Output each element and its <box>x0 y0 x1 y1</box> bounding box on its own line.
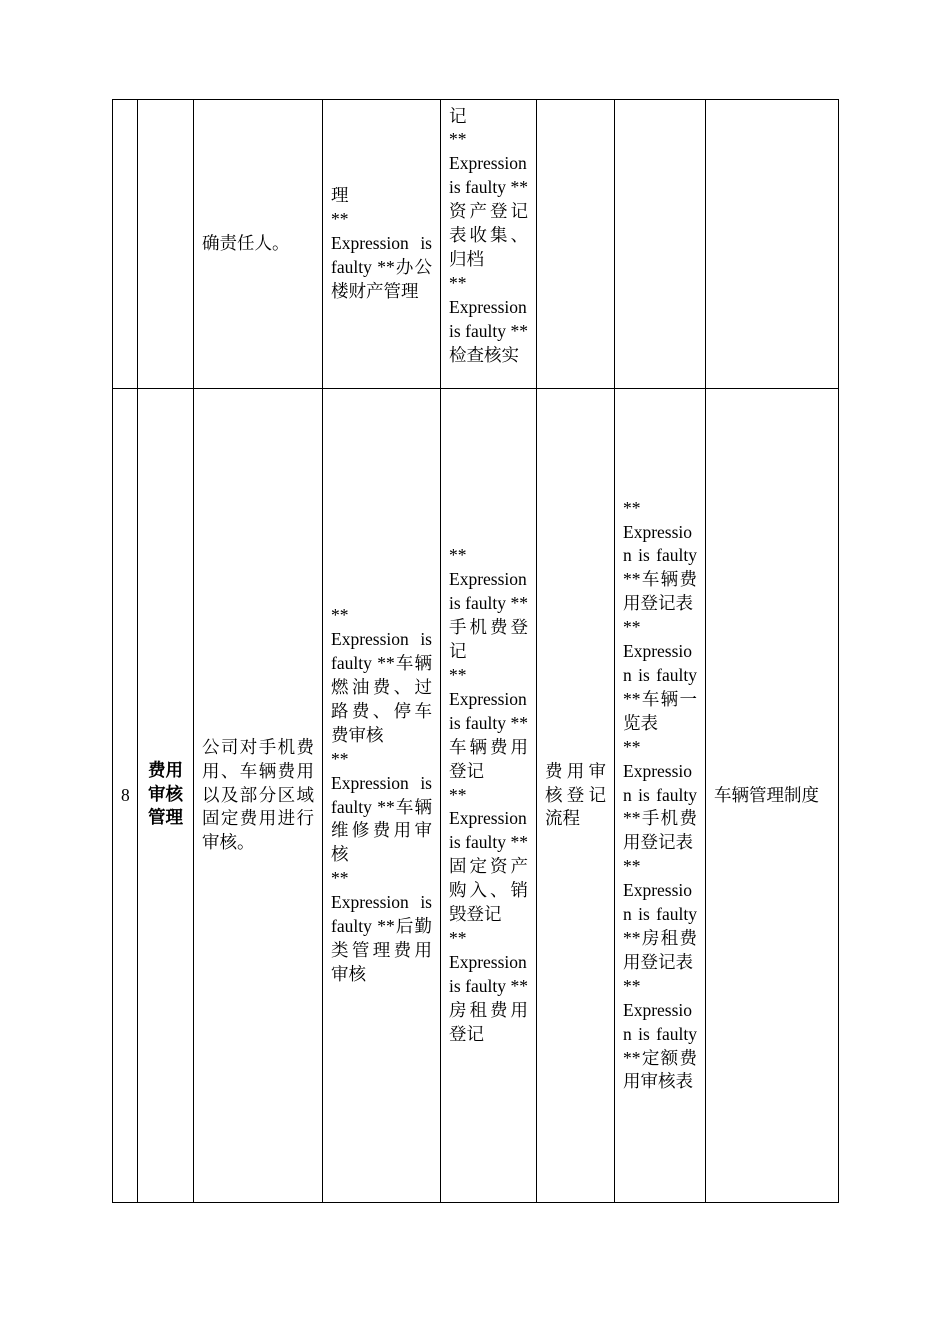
process-cell <box>537 100 615 389</box>
tasks-cell <box>323 100 441 389</box>
records-text: ** Expression is faulty **手机费登记 ** Expression is faulty **车辆费用登记 ** Expression is faulty **固定资产购入、销毁登记 ** Expression is faulty **房租费用登记 <box>449 545 528 1044</box>
forms-cell <box>615 100 706 389</box>
tasks-cell <box>323 389 441 1203</box>
category-name: 费用审核管理 <box>148 760 183 829</box>
records-cell <box>441 389 537 1203</box>
forms-text: ** Expression is faulty **车辆费用登记表 ** Expression is faulty **车辆一览表 ** Expression is faulty **手机费用登记表 ** Expression is faulty **房租费用登记表 ** Expression is faulty **定额费用审核表 <box>623 497 697 1092</box>
forms-cell <box>615 389 706 1203</box>
system-cell <box>706 389 839 1203</box>
system-text: 车辆管理制度 <box>714 784 819 805</box>
row-number: 8 <box>121 784 130 805</box>
description-cell <box>194 100 323 389</box>
table-row <box>113 389 839 1203</box>
table-row <box>113 100 839 389</box>
description-cell <box>194 389 323 1203</box>
tasks-text: 理 ** Expression is faulty **办公楼财产管理 <box>331 185 432 301</box>
process-cell <box>537 389 615 1203</box>
description-text: 公司对手机费用、车辆费用以及部分区域固定费用进行审核。 <box>202 736 314 853</box>
system-cell <box>706 100 839 389</box>
process-text: 费用审核登记流程 <box>545 760 606 829</box>
tasks-text: ** Expression is faulty **车辆燃油费、过路费、停车费审核 ** Expression is faulty **车辆维修费用审核 ** Expression is faulty **后勤类管理费用审核 <box>331 605 432 984</box>
row-number-cell <box>113 100 138 389</box>
row-number-cell <box>113 389 138 1203</box>
document-table <box>112 99 839 1203</box>
records-text: 记 ** Expression is faulty **资产登记表收集、归档 ** Expression is faulty **检查核实 <box>449 105 528 365</box>
category-cell <box>138 389 194 1203</box>
records-cell <box>441 100 537 389</box>
category-cell <box>138 100 194 389</box>
description-text: 确责任人。 <box>202 233 290 254</box>
